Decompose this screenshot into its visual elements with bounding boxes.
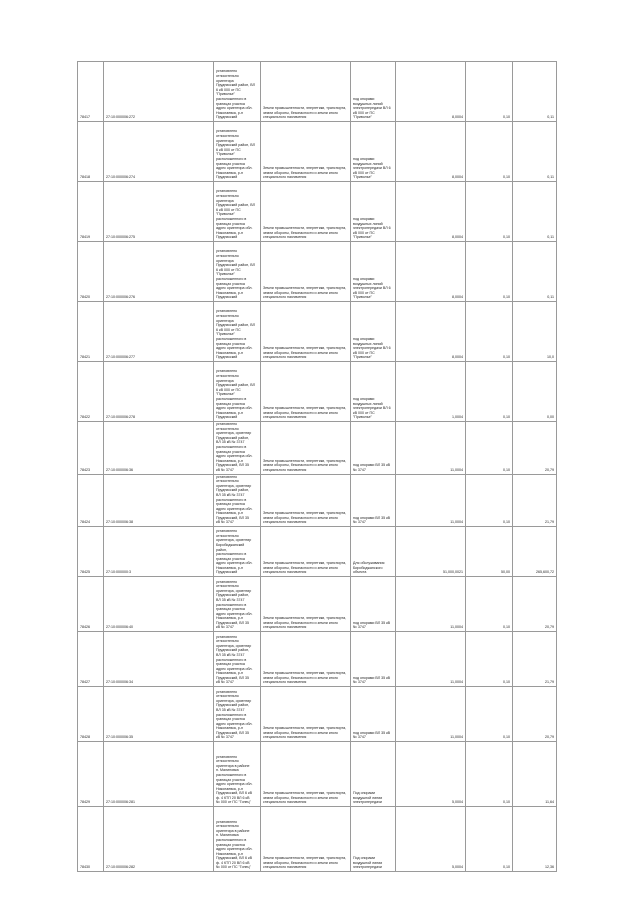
- cell-rate: 0,10: [466, 62, 513, 122]
- cell-permitted-use: под опорами ВЛ 35 кВ № 3747: [351, 577, 396, 632]
- cell-rate: 0,10: [466, 807, 513, 872]
- cell-rate: 0,10: [466, 302, 513, 362]
- cell-area: 51,000,0021: [396, 527, 466, 577]
- cell-land-category: Земли промышленности, энергетики, транспорта, земли обороны, безопасности и земли иного специального назначения: [261, 242, 351, 302]
- cell-area: 11,0004: [396, 687, 466, 742]
- cell-amount: 12,36: [513, 807, 557, 872]
- cell-land-category: Земли промышленности, энергетики, транспорта, земли обороны, безопасности и земли иного специального назначения: [261, 742, 351, 807]
- table-row: [78, 182, 557, 242]
- cell-land-category: Земли промышленности, энергетики, транспорта, земли обороны, безопасности и земли иного специального назначения: [261, 577, 351, 632]
- cell-record-id: 78418: [78, 122, 104, 182]
- cell-land-category: Земли промышленности, энергетики, транспорта, земли обороны, безопасности и земли иного специального назначения: [261, 807, 351, 872]
- cell-rate: 0,10: [466, 362, 513, 422]
- cell-cadastral-number: 27:10:000006:272: [104, 62, 214, 122]
- cell-cadastral-number: 27:10:000006:282: [104, 807, 214, 872]
- cell-area: 8,0004: [396, 62, 466, 122]
- cell-permitted-use: Для обслуживания Биробиджанского объекта: [351, 527, 396, 577]
- cell-record-id: 78423: [78, 422, 104, 475]
- cell-permitted-use: под опорами воздушных линий электропередачи ВЛ 6 кВ 000 от ПС "Приволье": [351, 182, 396, 242]
- cell-rate: 0,10: [466, 422, 513, 475]
- cell-location: установлено относительно ориентира, ориентир Прудникский район, ВЛ 35 кВ № 3747 расположенного в границах участка адрес ориентира обл. Николаевка, р-н Прудникский, ВЛ 35 кВ № 3747: [214, 632, 261, 687]
- cell-area: 11,0004: [396, 422, 466, 475]
- cell-rate: 0,10: [466, 122, 513, 182]
- cell-record-id: 78426: [78, 577, 104, 632]
- cell-location: установлено относительно ориентира Прудникский район, ВЛ 6 кВ 000 от ПС "Приволье" расположенного в границах участка адрес ориентира обл. Николаевка, р-н Прудникский: [214, 362, 261, 422]
- table-row: [78, 62, 557, 122]
- table-row: [78, 527, 557, 577]
- cell-permitted-use: Под опорами воздушной линии электропередачи: [351, 742, 396, 807]
- table-row: [78, 122, 557, 182]
- cell-record-id: 78417: [78, 62, 104, 122]
- cell-cadastral-number: 27:10:000006:275: [104, 182, 214, 242]
- cell-cadastral-number: 27:10:000006:35: [104, 687, 214, 742]
- cell-permitted-use: под опорами воздушных линий электропередачи ВЛ 6 кВ 000 от ПС "Приволье": [351, 302, 396, 362]
- table-row: [78, 577, 557, 632]
- cell-rate: 0,10: [466, 577, 513, 632]
- cell-amount: 21,79: [513, 632, 557, 687]
- cell-permitted-use: под опорами воздушных линий электропередачи ВЛ 6 кВ 000 от ПС "Приволье": [351, 242, 396, 302]
- cell-location: установлено относительно ориентира, ориентир Прудникский район, ВЛ 35 кВ № 3747 расположенного в границах участка адрес ориентира обл. Николаевка, р-н Прудникский, ВЛ 35 кВ № 3747: [214, 474, 261, 527]
- cell-amount: 0,11: [513, 122, 557, 182]
- cell-area: 8,0004: [396, 242, 466, 302]
- cell-permitted-use: под опорами воздушных линий электропередачи ВЛ 6 кВ 000 от ПС "Приволье": [351, 362, 396, 422]
- cell-location: установлено относительно ориентира Прудникский район, ВЛ 6 кВ 000 от ПС "Приволье" расположенного в границах участка адрес ориентира обл. Николаевка, р-н Прудникский: [214, 242, 261, 302]
- cell-record-id: 78430: [78, 807, 104, 872]
- cell-cadastral-number: 27:10:000006:274: [104, 122, 214, 182]
- cell-record-id: 78425: [78, 527, 104, 577]
- cell-cadastral-number: 27:10:000006:276: [104, 242, 214, 302]
- table-body: [78, 62, 557, 872]
- cell-permitted-use: Под опорами воздушной линии электропередачи: [351, 807, 396, 872]
- cell-location: установлено относительно ориентира, ориентир Прудникский район, ВЛ 35 кВ № 3747 расположенного в границах участка адрес ориентира обл. Николаевка, р-н Прудникский, ВЛ 35 кВ № 3747: [214, 422, 261, 475]
- table-row: [78, 242, 557, 302]
- table-row: [78, 474, 557, 527]
- cell-land-category: Земли промышленности, энергетики, транспорта, земли обороны, безопасности и земли иного специального назначения: [261, 527, 351, 577]
- cell-cadastral-number: 27:10:000006:34: [104, 632, 214, 687]
- cell-land-category: Земли промышленности, энергетики, транспорта, земли обороны, безопасности и земли иного специального назначения: [261, 302, 351, 362]
- cell-land-category: Земли промышленности, энергетики, транспорта, земли обороны, безопасности и земли иного специального назначения: [261, 182, 351, 242]
- cell-rate: 0,10: [466, 242, 513, 302]
- cell-location: установлено относительно ориентира Прудникский район, ВЛ 6 кВ 000 от ПС "Приволье" расположенного в границах участка адрес ориентира обл. Николаевка, р-н Прудникский: [214, 182, 261, 242]
- land-plots-table: [77, 61, 557, 872]
- cell-land-category: Земли промышленности, энергетики, транспорта, земли обороны, безопасности и земли иного специального назначения: [261, 422, 351, 475]
- cell-cadastral-number: 27:10:000000:3: [104, 527, 214, 577]
- cell-land-category: Земли промышленности, энергетики, транспорта, земли обороны, безопасности и земли иного специального назначения: [261, 62, 351, 122]
- cell-rate: 0,10: [466, 687, 513, 742]
- cell-rate: 0,10: [466, 742, 513, 807]
- cell-rate: 50,00: [466, 527, 513, 577]
- cell-area: 11,0004: [396, 474, 466, 527]
- cell-cadastral-number: 27:10:000006:278: [104, 362, 214, 422]
- cell-cadastral-number: 27:10:000006:36: [104, 422, 214, 475]
- cell-amount: 21,79: [513, 474, 557, 527]
- land-plots-sheet: [77, 61, 556, 872]
- cell-record-id: 78422: [78, 362, 104, 422]
- cell-area: 11,0004: [396, 632, 466, 687]
- cell-location: установлено относительно ориентира Прудникский район, ВЛ 6 кВ 000 от ПС "Приволье" расположенного в границах участка адрес ориентира обл. Николаевка, р-н Прудникский: [214, 62, 261, 122]
- cell-cadastral-number: 27:10:000006:38: [104, 474, 214, 527]
- cell-area: 8,0004: [396, 302, 466, 362]
- cell-area: 11,0004: [396, 577, 466, 632]
- cell-record-id: 78420: [78, 242, 104, 302]
- table-row: [78, 422, 557, 475]
- cell-amount: 20,79: [513, 687, 557, 742]
- cell-location: установлено относительно ориентира в районе п. Малиновка расположенного в границах участка адрес ориентира обл. Николаевка, р-н Прудникский, ВЛ 6 кВ ф. 4 КТП 20 ВЛ 6 кВ № 000 от ПС "Гонец": [214, 742, 261, 807]
- cell-location: установлено относительно ориентира, ориентир Прудникский район, ВЛ 35 кВ № 3747 расположенного в границах участка адрес ориентира обл. Николаевка, р-н Прудникский, ВЛ 35 кВ № 3747: [214, 687, 261, 742]
- table-row: [78, 807, 557, 872]
- cell-cadastral-number: 27:10:000006:40: [104, 577, 214, 632]
- cell-record-id: 78419: [78, 182, 104, 242]
- cell-area: 1,0004: [396, 362, 466, 422]
- cell-record-id: 78429: [78, 742, 104, 807]
- cell-land-category: Земли промышленности, энергетики, транспорта, земли обороны, безопасности и земли иного специального назначения: [261, 632, 351, 687]
- cell-permitted-use: под опорами ВЛ 35 кВ № 3747: [351, 632, 396, 687]
- cell-permitted-use: под опорами воздушных линий электропередачи ВЛ 6 кВ 000 от ПС "Приволье": [351, 122, 396, 182]
- cell-rate: 0,10: [466, 182, 513, 242]
- cell-amount: 20,79: [513, 422, 557, 475]
- cell-amount: 11,64: [513, 742, 557, 807]
- cell-area: 8,0004: [396, 182, 466, 242]
- cell-rate: 0,10: [466, 632, 513, 687]
- cell-amount: 265,600,72: [513, 527, 557, 577]
- table-row: [78, 302, 557, 362]
- cell-land-category: Земли промышленности, энергетики, транспорта, земли обороны, безопасности и земли иного специального назначения: [261, 362, 351, 422]
- cell-permitted-use: под опорами ВЛ 35 кВ № 3747: [351, 422, 396, 475]
- cell-location: установлено относительно ориентира в районе п. Малиновка расположенного в границах участка адрес ориентира обл. Николаевка, р-н Прудникский, ВЛ 6 кВ ф. 4 КТП 20 ВЛ 6 кВ № 000 от ПС "Гонец": [214, 807, 261, 872]
- cell-location: установлено относительно ориентира Прудникский район, ВЛ 6 кВ 000 от ПС "Приволье" расположенного в границах участка адрес ориентира обл. Николаевка, р-н Прудникский: [214, 302, 261, 362]
- cell-cadastral-number: 27:10:000006:281: [104, 742, 214, 807]
- cell-rate: 0,10: [466, 474, 513, 527]
- cell-record-id: 78424: [78, 474, 104, 527]
- cell-area: 5,0004: [396, 807, 466, 872]
- cell-record-id: 78428: [78, 687, 104, 742]
- table-row: [78, 742, 557, 807]
- cell-land-category: Земли промышленности, энергетики, транспорта, земли обороны, безопасности и земли иного специального назначения: [261, 474, 351, 527]
- cell-permitted-use: под опорами ВЛ 35 кВ № 3747: [351, 474, 396, 527]
- cell-amount: 0,11: [513, 242, 557, 302]
- cell-amount: 20,79: [513, 577, 557, 632]
- table-row: [78, 687, 557, 742]
- cell-permitted-use: под опорами воздушных линий электропередачи ВЛ 6 кВ 000 от ПС "Приволье": [351, 62, 396, 122]
- cell-location: установлено относительно ориентира Прудникский район, ВЛ 6 кВ 000 от ПС "Приволье" расположенного в границах участка адрес ориентира обл. Николаевка, р-н Прудникский: [214, 122, 261, 182]
- cell-area: 8,0004: [396, 122, 466, 182]
- cell-amount: 10,0: [513, 302, 557, 362]
- cell-permitted-use: под опорами ВЛ 35 кВ № 3747: [351, 687, 396, 742]
- table-row: [78, 632, 557, 687]
- cell-record-id: 78421: [78, 302, 104, 362]
- cell-area: 5,0004: [396, 742, 466, 807]
- cell-land-category: Земли промышленности, энергетики, транспорта, земли обороны, безопасности и земли иного специального назначения: [261, 687, 351, 742]
- cell-amount: 0,11: [513, 182, 557, 242]
- cell-land-category: Земли промышленности, энергетики, транспорта, земли обороны, безопасности и земли иного специального назначения: [261, 122, 351, 182]
- cell-amount: 0,11: [513, 62, 557, 122]
- cell-location: установлено относительно ориентира, ориентир Биробиджанский район, расположенного в границах участка адрес ориентира обл. Николаевка, р-н Прудникский: [214, 527, 261, 577]
- cell-record-id: 78427: [78, 632, 104, 687]
- cell-cadastral-number: 27:10:000006:277: [104, 302, 214, 362]
- cell-amount: 0,00: [513, 362, 557, 422]
- cell-location: установлено относительно ориентира, ориентир Прудникский район, ВЛ 35 кВ № 3747 расположенного в границах участка адрес ориентира обл. Николаевка, р-н Прудникский, ВЛ 35 кВ № 3747: [214, 577, 261, 632]
- table-row: [78, 362, 557, 422]
